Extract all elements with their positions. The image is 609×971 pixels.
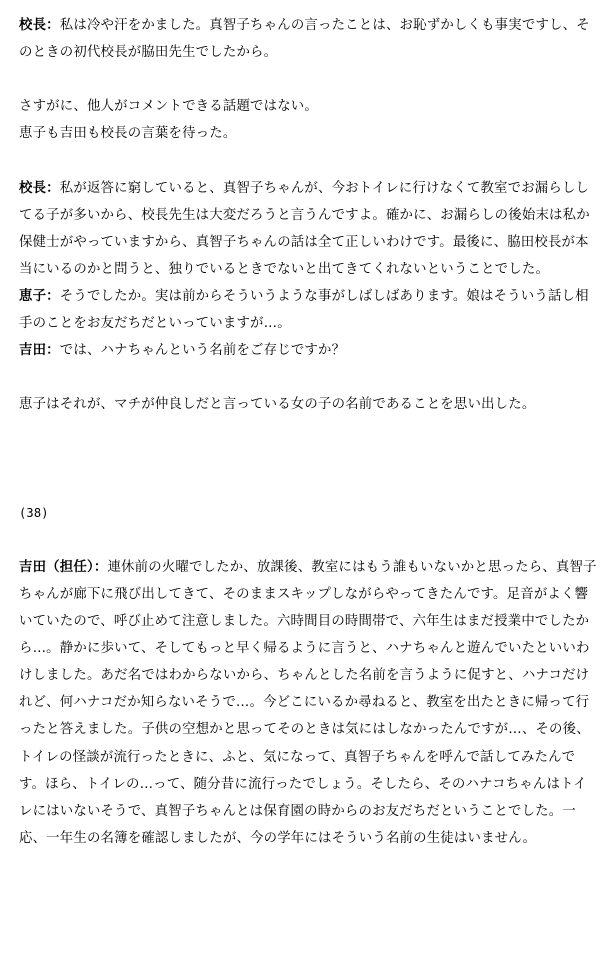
paragraph-yoshida-teacher (19, 554, 599, 852)
paragraph-keiko (19, 283, 599, 337)
narration-line: さすがに、他人がコメントできる話題ではない。 (19, 99, 318, 115)
paragraph-spacer (19, 147, 599, 174)
speaker-label: 恵子： (19, 288, 60, 304)
paragraph-spacer (19, 364, 599, 391)
speaker-label: 校長： (19, 180, 60, 196)
paragraph-principal-2 (19, 175, 599, 283)
section-spacer (19, 418, 599, 499)
speaker-label: 吉田： (19, 343, 60, 359)
speaker-label: 吉田（担任）： (19, 559, 108, 575)
paragraph-principal-1 (19, 12, 599, 66)
dialogue-text: 連休前の火曜でしたか、放課後、教室にはもう誰もいないかと思ったら、真智子ちゃんが廊下に飛び出してきて、そのままスキップしながらやってきたんです。足音がよく響いていたので、呼び止めて注意しました。六時間目の時間帯で、六年生はまだ授業中でしたから…。静かに歩いて、そしてもっと早く帰るように言うと、ハナちゃんと遊んでいたといいわけしました。あだ名ではわからないから、ちゃんとした名前を言うように促すと、ハナコだけれど、何ハナコだか知らないそうで…。今どこにいるか尋ねると、教室を出たときに帰って行ったと答えました。子供の空想かと思ってそのときは気にはしなかったんですが…、その後、トイレの怪談が流行ったときに、ふと、気になって、真智子ちゃんを呼んで話してみたんです。ほら、トイレの…って、随分昔に流行ったでしょう。そしたら、そのハナコちゃんはトイレにはいないそうで、真智子ちゃんとは保育園の時からのお友だちだということでした。一応、一年生の名簿を確認しましたが、今の学年にはそういう名前の生徒はいません。 (19, 559, 597, 846)
dialogue-text: そうでしたか。実は前からそういうような事がしばしばあります。娘はそういう話し相手のことをお友だちだといっていますが…。 (19, 288, 589, 332)
section-number: (38) (19, 505, 49, 520)
paragraph-spacer (19, 66, 599, 93)
narration-line: 恵子も吉田も校長の言葉を待った。 (19, 126, 237, 142)
dialogue-text: では、ハナちゃんという名前をご存じですか？ (59, 343, 346, 359)
dialogue-text: 私が返答に窮していると、真智子ちゃんが、今おトイレに行けなくて教室でお漏らししてる子が多いから、校長先生は大変だろうと言うんですよ。確かに、お漏らしの後始末は私か保健士がやっていますから、真智子ちゃんの話は全て正しいわけです。最後に、脇田校長が本当にいるのかと問うと、独りでいるときでないと出てきてくれないということでした。 (19, 180, 590, 277)
dialogue-text: 私は冷や汗をかました。真智子ちゃんの言ったことは、お恥ずかしくも事実ですし、そのときの初代校長が脇田先生でしたから。 (19, 18, 590, 61)
paragraph-yoshida (19, 337, 599, 364)
speaker-label: 校長： (19, 18, 60, 33)
narration-line: 恵子はそれが、マチが仲良しだと言っている女の子の名前であることを思い出した。 (19, 397, 536, 413)
document-page (19, 12, 599, 852)
paragraph-spacer (19, 527, 599, 554)
